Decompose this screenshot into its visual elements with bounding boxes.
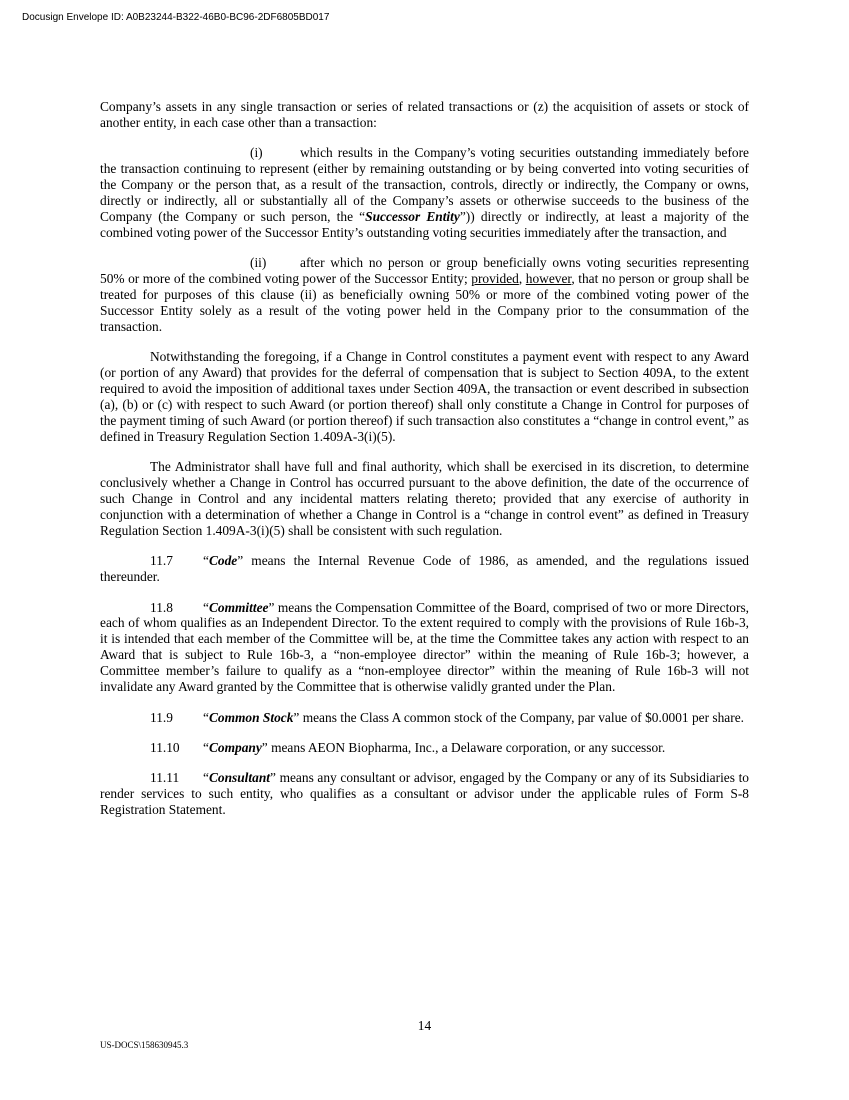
clause-text: ”)) directly or indirectly, at least a majority of the combined voting power of the Successor Entity’s outstanding voting securities immediately after the transaction, and <box>100 208 749 240</box>
open-quote: “ <box>203 739 209 755</box>
envelope-id-header: Docusign Envelope ID: A0B23244-B322-46B0-BC96-2DF6805BD017 <box>22 12 330 23</box>
definition-text: ” means AEON Biopharma, Inc., a Delaware corporation, or any successor. <box>261 739 666 755</box>
defined-term: Successor Entity <box>365 208 460 224</box>
clause-text: after which no person or group beneficially owns voting securities representing 50% or more of the combined voting power of the Successor Entity; <box>100 255 749 287</box>
document-body <box>100 99 749 818</box>
section-number: 11.10 <box>150 739 180 755</box>
clause-text: which results in the Company’s voting securities outstanding immediately before the transaction continuing to represent (either by remaining outstanding or by being converted into voting securities of the Company or the person that, as a result of the transaction, controls, directly or indirectly, the Company or owns, directly or indirectly, all or substantially all of the Company’s assets or otherwise succeeds to the business of the Company (the Company or such person, the “ <box>100 145 749 224</box>
open-quote: “ <box>203 599 209 615</box>
open-quote: “ <box>203 770 209 786</box>
clause-number: (i) <box>250 145 263 161</box>
clause-number: (ii) <box>250 255 267 271</box>
section-number: 11.7 <box>150 553 173 569</box>
definition-committee <box>100 600 749 695</box>
defined-term: Common Stock <box>208 709 294 725</box>
document-id-footer: US-DOCS\158630945.3 <box>100 1040 189 1050</box>
paragraph-continuation: Company’s assets in any single transaction or series of related transactions or (z) the acquisition of assets or stock of another entity, in each case other than a transaction: <box>100 99 749 130</box>
clause-ii <box>100 255 749 335</box>
clause-text: , that no person or group shall be treated for purposes of this clause (ii) as beneficially owning 50% or more of the combined voting power of the Successor Entity solely as a result of the voting power held in the Company prior to the consummation of the transaction. <box>100 271 750 334</box>
defined-term: Committee <box>208 599 269 615</box>
paragraph-administrator: The Administrator shall have full and final authority, which shall be exercised in its discretion, to determine conclusively whether a Change in Control has occurred pursuant to the above definition, the date of the occurrence of such Change in Control and any incidental matters relating thereto; provided that any exercise of authority in conjunction with a determination of whether a Change in Control is a “change in control event” as defined in Treasury Regulation Section 1.409A-3(i)(5) shall be consistent with such regulation. <box>100 459 749 538</box>
defined-term: Code <box>208 553 238 569</box>
separator: , <box>518 271 526 287</box>
definition-common-stock <box>100 710 749 726</box>
section-number: 11.9 <box>150 709 173 725</box>
open-quote: “ <box>203 553 209 569</box>
open-quote: “ <box>203 709 209 725</box>
defined-term: Company <box>208 739 262 755</box>
definition-code <box>100 553 749 585</box>
definition-text: ” means the Internal Revenue Code of 1986, as amended, and the regulations issued thereunder. <box>100 553 749 585</box>
definition-text: ” means the Compensation Committee of the Board, comprised of two or more Directors, each of whom qualifies as an Independent Director. To the extent required to comply with the provisions of Rule 16b-3, it is intended that each member of the Committee will be, at the time the Committee takes any action with respect to an Award that is subject to Rule 16b-3, a “non-employee director” within the meaning of Rule 16b-3; however, a Committee member’s failure to qualify as a “non-employee director” within the meaning of Rule 16b-3 will not invalidate any Award granted by the Committee that is otherwise validly granted under the Plan. <box>100 599 749 695</box>
page-number: 14 <box>417 1018 432 1033</box>
definition-consultant <box>100 770 749 818</box>
paragraph-notwithstanding: Notwithstanding the foregoing, if a Change in Control constitutes a payment event with respect to any Award (or portion of any Award) that provides for the deferral of compensation that is subject to Section 409A, to the extent required to avoid the imposition of additional taxes under Section 409A, the transaction or event described in subsection (a), (b) or (c) with respect to such Award (or portion thereof) shall only constitute a Change in Control for purposes of the payment timing of such Award (or portion thereof) if such transaction also constitutes a “change in control event,” as defined in Treasury Regulation Section 1.409A-3(i)(5). <box>100 349 749 444</box>
section-number: 11.8 <box>150 599 173 615</box>
defined-term: Consultant <box>208 770 270 786</box>
section-number: 11.11 <box>150 770 180 786</box>
definition-company <box>100 740 749 756</box>
underlined-text: however <box>525 271 572 287</box>
clause-i <box>100 145 749 240</box>
definition-text: ” means any consultant or advisor, engaged by the Company or any of its Subsidiaries to render services to such entity, who qualifies as a consultant or advisor under the applicable rules of Form S-8 Registration Statement. <box>100 770 749 818</box>
definition-text: ” means the Class A common stock of the Company, par value of $0.0001 per share. <box>293 709 744 725</box>
underlined-text: provided <box>471 271 519 287</box>
